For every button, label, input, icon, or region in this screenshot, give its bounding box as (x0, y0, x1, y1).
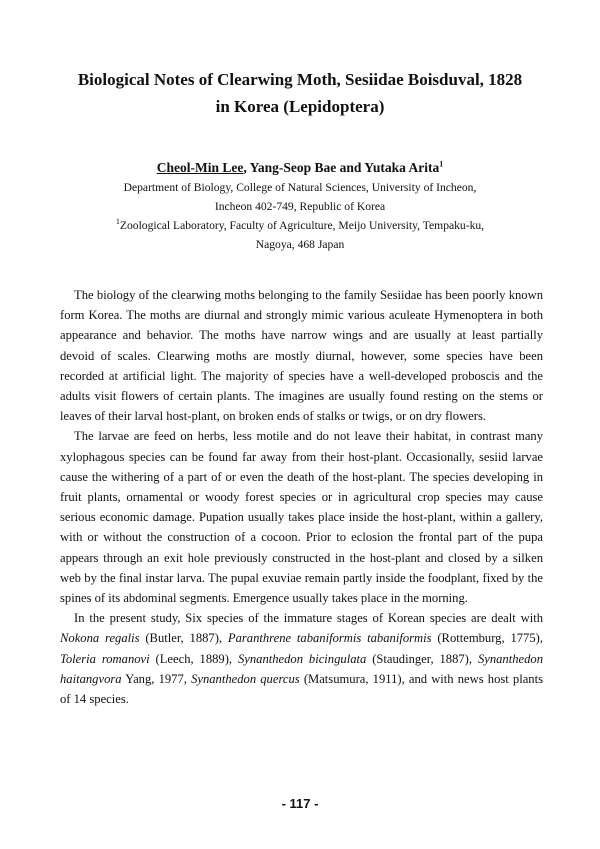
species-name: Nokona regalis (60, 631, 140, 646)
paragraph-3-text: (Matsumura, 1911), and with news host plants of 14 species. (60, 671, 543, 707)
title-line-1: Biological Notes of Clearwing Moth, Sesiidae Boisduval, 1828 (77, 70, 523, 89)
body-text (60, 285, 543, 709)
affiliation-2-mark: 1 (115, 217, 120, 227)
affiliation-2 (40, 216, 560, 254)
affiliation-1-line-1: Department of Biology, College of Natural Sciences, University of Incheon, (123, 181, 477, 194)
species-name: Synanthedon haitangvora (60, 651, 543, 686)
affiliation-2-line-2: Nagoya, 468 Japan (255, 238, 345, 251)
affiliation-1-line-2: Incheon 402-749, Republic of Korea (214, 200, 386, 213)
title-line-2: in Korea (Lepidoptera) (215, 97, 385, 116)
paragraph-3-text: (Staudinger, 1887), (366, 651, 478, 666)
paper-title (40, 66, 560, 120)
paragraph-3-text: In the present study, Six species of the immature stages of Korean species are dealt with (74, 611, 543, 626)
paragraph-3 (60, 608, 543, 709)
author-list (40, 159, 560, 177)
page-number: - 117 - (281, 796, 319, 811)
species-name: Synanthedon quercus (191, 671, 300, 686)
paragraph-3-text: (Leech, 1889), (149, 651, 238, 666)
paragraph-3-text: (Rottemburg, 1775), (431, 631, 543, 646)
species-name: Paranthrene tabaniformis tabaniformis (227, 631, 432, 646)
species-name: Synanthedon bicingulata (237, 651, 367, 666)
species-name: Toleria romanovi (60, 651, 150, 666)
paragraph-1: The biology of the clearwing moths belonging to the family Sesiidae has been poorly known form Korea. The moths are diurnal and strongly mimic various aculeate Hymenoptera in both appearance and behavior. The moths have narrow wings and are usually at least partially devoid of scales. Clearwing moths are mostly diurnal, however, some species have been recorded at artificial light. The majority of species have a well-developed proboscis and the adults visit flowers of certain plants. The imagines are usually found resting on the stems or leaves of their larval host-plant, on broken ends of stalks or twigs, or on dry flowers. (60, 288, 543, 424)
paragraph-3-text: Yang, 1977, (121, 671, 192, 686)
corresponding-author: Cheol-Min Lee (156, 160, 244, 175)
co-authors: , Yang-Seop Bae and Yutaka Arita (243, 160, 440, 175)
affiliation-2-text: Zoological Laboratory, Faculty of Agriculture, Meijo University, Tempaku-ku, (119, 219, 485, 232)
author-affiliation-mark: 1 (439, 159, 444, 169)
affiliation-1 (40, 178, 560, 216)
paragraph-3-text: (Butler, 1887), (139, 631, 228, 646)
affiliation-2-line-1 (40, 216, 560, 235)
paragraph-2: The larvae are feed on herbs, less motile and do not leave their habitat, in contrast many xylophagous species can be found far away from their host-plant. Occasionally, sesiid larvae cause the withering of a part of or even the death of the host-plant. The species developing in fruit plants, ornamental or woody forest species or in agricultural crop species may cause serious economic damage. Pupation usually takes place inside the host-plant, within a gallery, with or without the construction of a cocoon. Prior to eclosion the frontal part of the pupa appears through an exit hole previously constructed in the host-plant and closed by a silken web by the final instar larva. The pupal exuviae remain partly inside the foodplant, fixed by the spines of its abdominal segments. Emergence usually takes place in the morning. (60, 429, 543, 606)
